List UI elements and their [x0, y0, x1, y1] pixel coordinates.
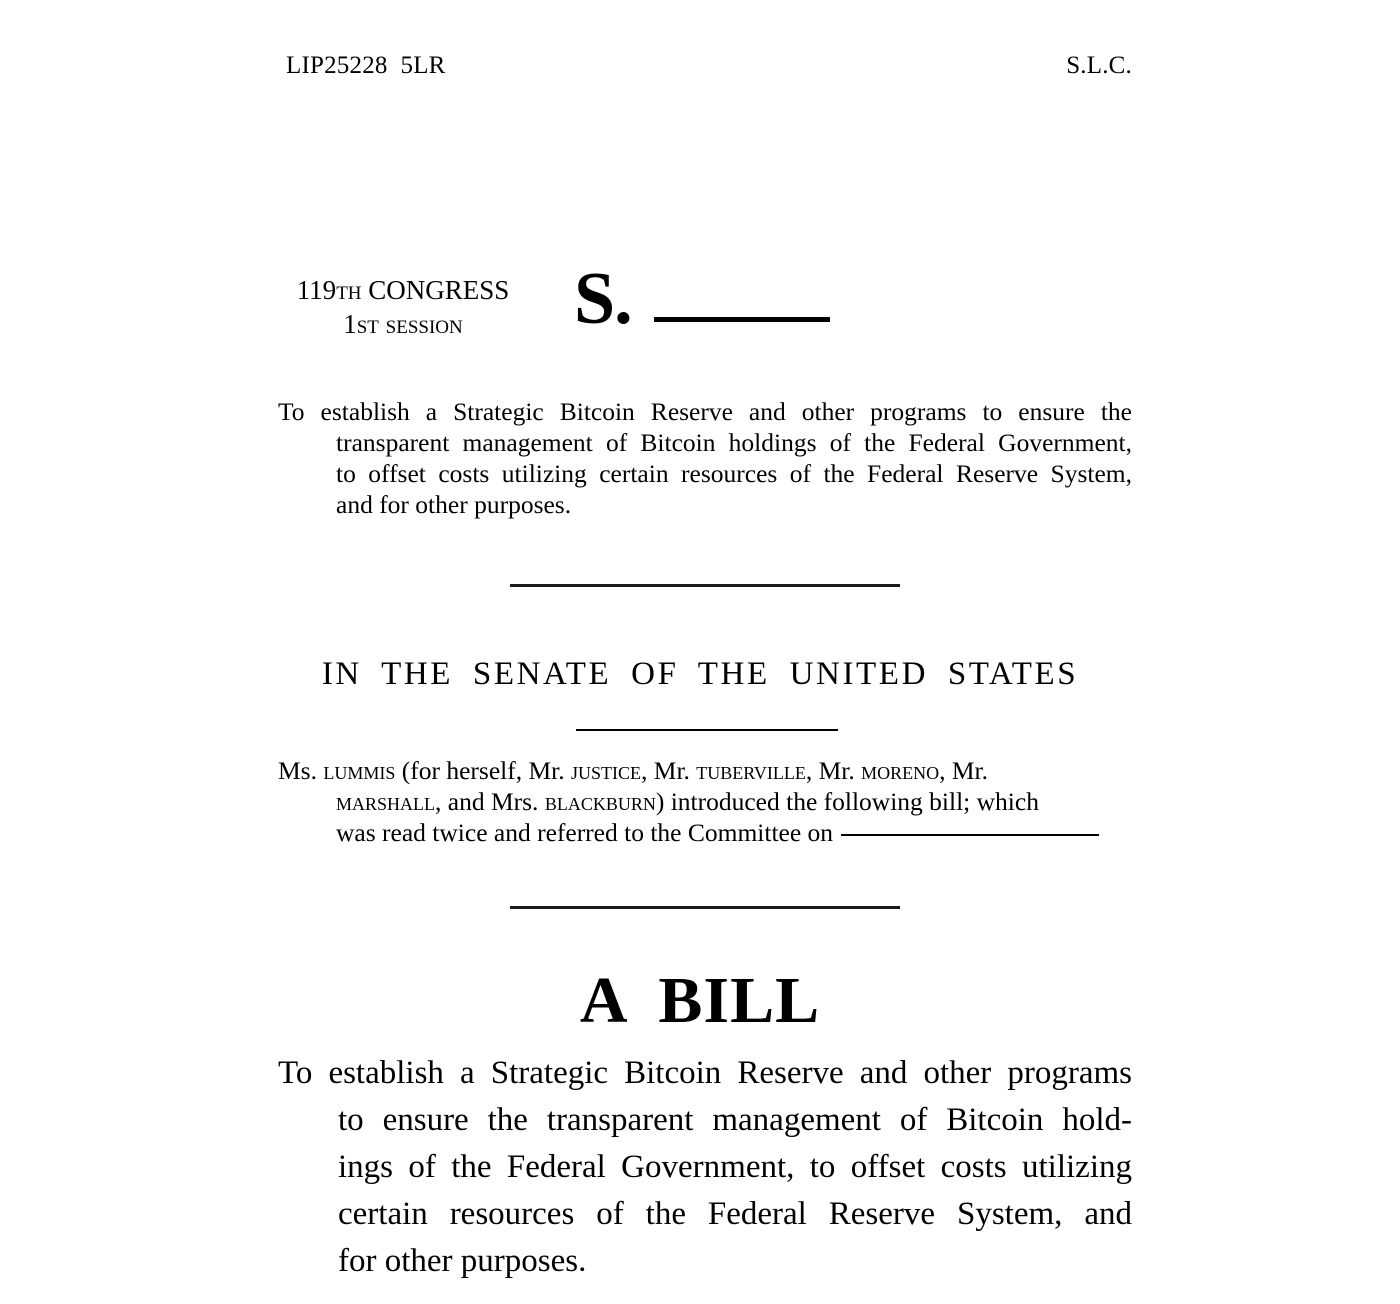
congress-number: 119	[296, 275, 337, 305]
sponsor-name: justice	[571, 756, 642, 785]
sponsor-line-1	[278, 755, 1132, 786]
divider-rule-bottom	[510, 906, 900, 909]
session-ordinal-suffix: st	[356, 308, 379, 339]
purpose-line: To establish a Strategic Bitcoin Reserve and other programs to ensure the	[278, 397, 1132, 426]
congress-ordinal-suffix: th	[336, 275, 362, 305]
document-header	[286, 52, 1132, 80]
divider-rule-short	[576, 729, 838, 731]
bill-body-line: certain resources of the Federal Reserve System, and	[338, 1196, 1132, 1232]
sponsor-name: tuberville	[696, 756, 806, 785]
committee-blank-line	[841, 834, 1099, 836]
sponsor-line-3	[278, 817, 1132, 848]
sponsor-text: (for herself, Mr.	[395, 756, 571, 785]
chamber-heading: IN THE SENATE OF THE UNITED STATES	[321, 656, 1079, 692]
session-line	[278, 308, 528, 342]
bill-number-wrap	[574, 258, 830, 340]
bill-body-line: ings of the Federal Government, to offset costs utilizing	[338, 1149, 1132, 1185]
purpose-line: to offset costs utilizing certain resources of the Federal Reserve System,	[336, 459, 1132, 488]
bill-number-blank-line	[654, 317, 830, 322]
bill-body-line: To establish a Strategic Bitcoin Reserve and other programs	[278, 1055, 1132, 1091]
purpose-paragraph	[278, 396, 1132, 520]
sponsor-paragraph	[278, 755, 1132, 848]
session-number: 1	[343, 308, 357, 339]
purpose-line: transparent management of Bitcoin holdings of the Federal Government,	[336, 428, 1132, 457]
bill-chamber-letter: S.	[574, 258, 632, 340]
referral-text: was read twice and referred to the Committee on	[336, 818, 834, 847]
divider-rule-top	[510, 584, 900, 587]
sponsor-name: lummis	[323, 756, 396, 785]
sponsor-title: Ms.	[278, 756, 324, 785]
sponsor-name: blackburn	[544, 787, 656, 816]
document-id-label: LIP25228 5LR	[286, 52, 446, 79]
sponsor-name: marshall	[336, 787, 436, 816]
congress-word: CONGRESS	[368, 275, 510, 305]
slc-label: S.L.C.	[1066, 52, 1132, 79]
sponsor-line-2	[278, 786, 1132, 817]
sponsor-name: moreno	[861, 756, 940, 785]
purpose-line: and for other purposes.	[336, 490, 572, 519]
sponsor-text: , Mr.	[939, 756, 988, 785]
sponsor-text: , Mr.	[641, 756, 697, 785]
congress-bill-number-row	[278, 258, 1138, 342]
sponsor-text: , Mr.	[805, 756, 862, 785]
sponsor-text: , and Mrs.	[435, 787, 545, 816]
bill-body-line: for other purposes.	[338, 1243, 587, 1279]
bill-body-line: to ensure the transparent management of Bitcoin hold-	[338, 1102, 1132, 1138]
sponsor-text: ) introduced the following bill; which	[655, 787, 1039, 816]
bill-body-paragraph	[278, 1050, 1132, 1285]
congress-number-line	[278, 274, 528, 308]
bill-title: A BILL	[579, 964, 821, 1037]
congress-session-block	[278, 268, 528, 342]
session-word: session	[385, 308, 463, 339]
